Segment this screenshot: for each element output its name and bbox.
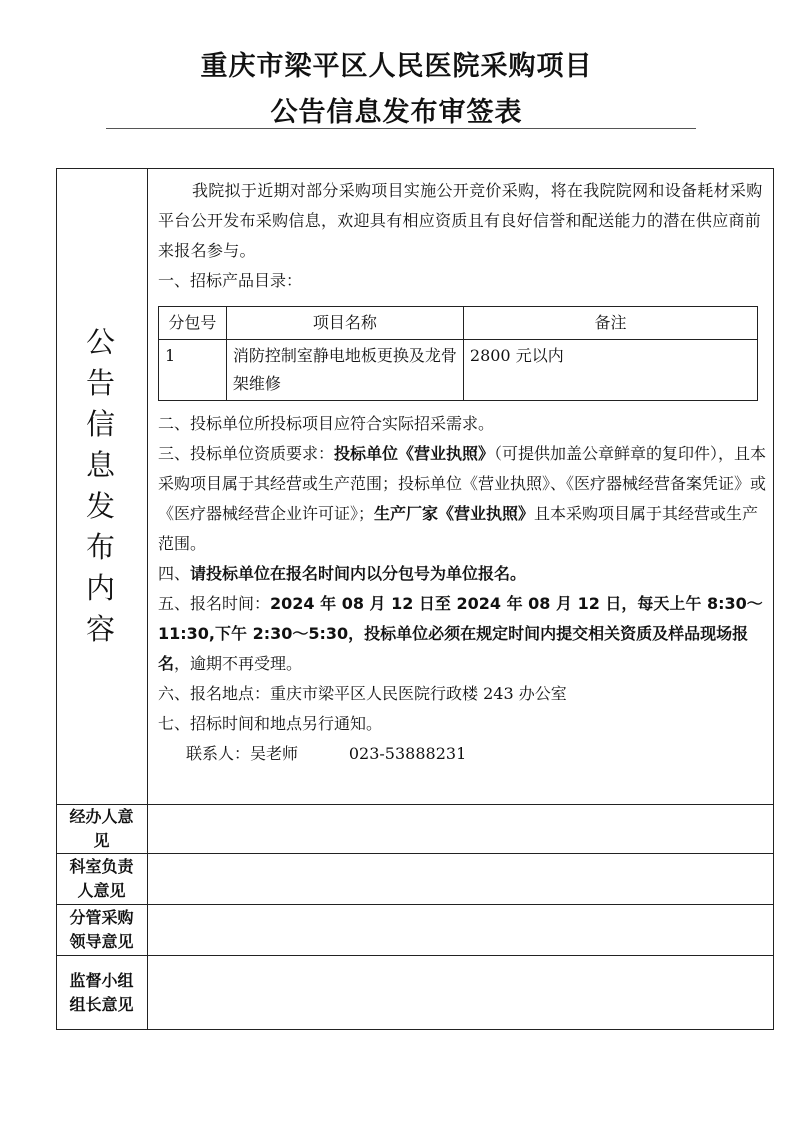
supervision-opinion-label-cell <box>56 955 147 1030</box>
section-2: 二、投标单位所投标项目应符合实际招采需求。 <box>158 414 495 433</box>
section-3-bold-manufacturer: 生产厂家《营业执照》 <box>374 504 535 523</box>
announcement-content <box>158 176 768 296</box>
procurement-leader-opinion-label: 分管采购领导意见 <box>69 907 134 951</box>
contact-line: 联系人：吴老师 023-53888231 <box>186 744 467 763</box>
supervision-opinion-field[interactable] <box>148 956 773 1029</box>
table-row <box>159 340 758 401</box>
section-3-bold-license: 投标单位《营业执照》 <box>334 444 495 463</box>
department-opinion-label: 科室负责人意见 <box>69 856 134 900</box>
section-3-suffix: 且本采购项目属于其经营或生产范围。 <box>158 504 759 553</box>
section-4-prefix: 四、 <box>158 564 191 583</box>
title-divider <box>106 128 696 129</box>
cell-package-no: 1 <box>159 340 227 401</box>
section-3-prefix: 三、投标单位资质要求： <box>158 444 335 463</box>
section-1-heading: 一、招标产品目录： <box>158 271 303 290</box>
announcement-content-label: 公告信息发布内容 <box>85 325 117 646</box>
announcement-content-label-cell <box>56 168 147 804</box>
column-header-package-no: 分包号 <box>159 307 227 340</box>
handler-opinion-label: 经办人意见 <box>69 806 134 850</box>
column-header-remark: 备注 <box>463 307 757 340</box>
handler-opinion-field[interactable] <box>148 805 773 853</box>
announcement-requirements <box>158 409 768 769</box>
table-header-row <box>159 307 758 340</box>
department-opinion-label-cell <box>56 853 147 904</box>
cell-remark: 2800 元以内 <box>463 340 757 401</box>
page-subtitle: 公告信息发布审签表 <box>270 97 523 128</box>
section-5 <box>158 589 768 679</box>
intro-paragraph: 我院拟于近期对部分采购项目实施公开竞价采购，将在我院院网和设备耗材采购平台公开发布采购信息，欢迎具有相应资质且有良好信誉和配送能力的潜在供应商前来报名参与。 <box>158 181 763 260</box>
procurement-leader-opinion-field[interactable] <box>148 905 773 955</box>
section-3 <box>158 439 768 559</box>
section-6: 六、报名地点：重庆市梁平区人民医院行政楼 243 办公室 <box>158 684 567 703</box>
cell-project-name: 消防控制室静电地板更换及龙骨架维修 <box>226 340 463 401</box>
section-3-middle: （可提供加盖公章鲜章的复印件），且本采购项目属于其经营或生产范围；投标单位《营业执照》、《医疗器械经营备案凭证》或《医疗器械经营企业许可证》； <box>158 444 767 523</box>
section-5-prefix: 五、报名时间： <box>158 594 271 613</box>
section-5-suffix: ，逾期不再受理。 <box>174 654 303 673</box>
supervision-opinion-label: 监督小组组长意见 <box>69 970 134 1014</box>
section-5-bold-time: 2024 年 08 月 12 日至 2024 年 08 月 12 日，每天上午 8:30～11:30,下午 2:30～5:30，投标单位必须在规定时间内提交相关资质及样品现场报名 <box>158 594 763 673</box>
section-4-bold: 请投标单位在报名时间内以分包号为单位报名。 <box>190 564 527 583</box>
page-title: 重庆市梁平区人民医院采购项目 <box>200 51 593 82</box>
section-7: 七、招标时间和地点另行通知。 <box>158 714 383 733</box>
product-table <box>158 306 758 401</box>
handler-opinion-label-cell <box>56 804 147 853</box>
department-opinion-field[interactable] <box>148 854 773 904</box>
procurement-leader-opinion-label-cell <box>56 904 147 955</box>
column-header-project-name: 项目名称 <box>226 307 463 340</box>
section-4 <box>158 559 768 589</box>
